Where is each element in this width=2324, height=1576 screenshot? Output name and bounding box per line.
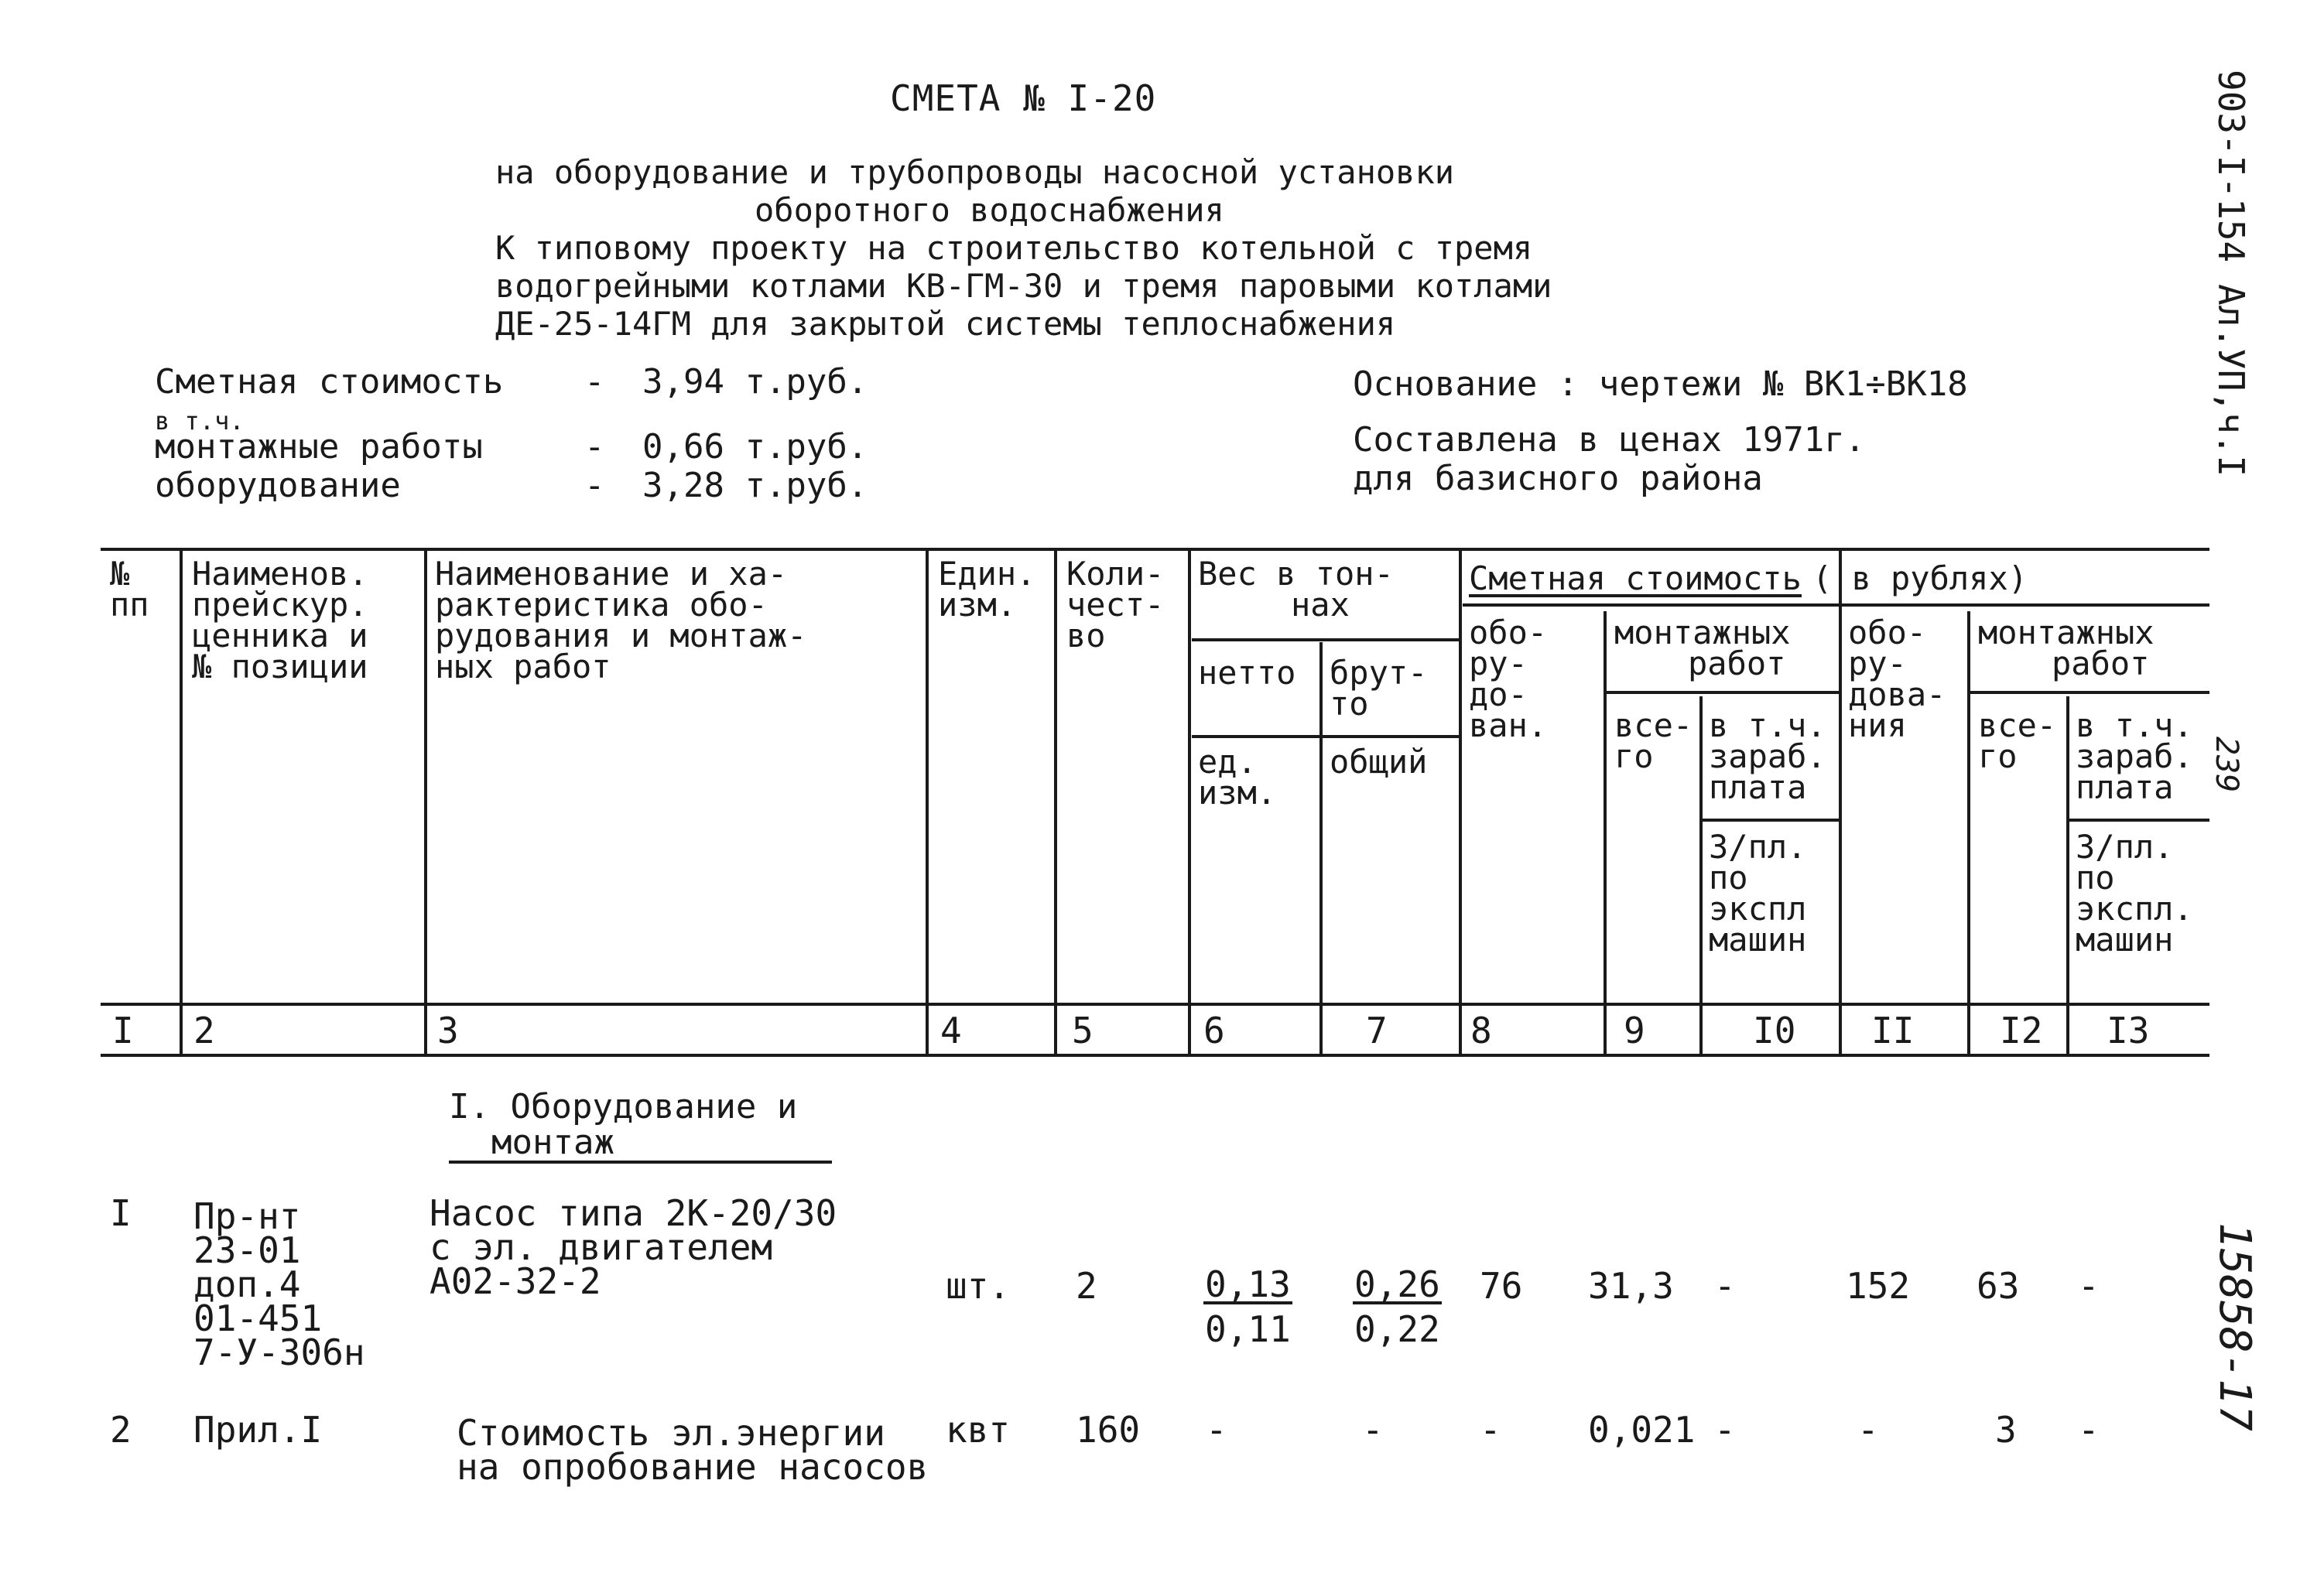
col-divider — [2066, 696, 2069, 1054]
col-divider — [1604, 611, 1607, 1054]
subtitle-line: водогрейными котлами КВ-ГМ-30 и тремя паровыми котлами — [495, 267, 1552, 305]
column-number: I — [112, 1010, 134, 1051]
row-unit: квт — [946, 1409, 1011, 1451]
column-number: 6 — [1203, 1010, 1225, 1051]
header-unit-weight: ед. изм. — [1198, 743, 1277, 812]
row-equip-total: - — [1857, 1409, 1879, 1451]
col-divider — [1188, 551, 1191, 1054]
header-sub-rule — [2069, 819, 2209, 822]
document-title: СМЕТА № I-20 — [890, 77, 1157, 119]
header-incl-wage: в т.ч. зараб. плата — [1709, 706, 1826, 806]
header-sub-rule — [1192, 735, 1459, 738]
header-sub-rule — [1463, 603, 2209, 607]
side-document-code: 903-I-154 Ал.УП,ч.I — [2210, 70, 2252, 477]
subtitle-line: на оборудование и трубопроводы насосной установки — [495, 153, 1455, 191]
row-wage-total: - — [2078, 1265, 2100, 1307]
header-install-unit: монтажных работ — [1614, 614, 1791, 682]
column-number: I0 — [1753, 1010, 1796, 1051]
header-brutto: брут- то — [1330, 654, 1428, 723]
header-weight: Вес в тон- нах — [1198, 555, 1394, 624]
header-col-price-code: Наименов. прейскур. ценника и № позиции — [192, 555, 368, 685]
row-wage-total: - — [2078, 1409, 2100, 1451]
col-divider — [1459, 551, 1462, 1054]
basis-block — [1353, 365, 1968, 498]
row-price-code: Пр-нт 23-01 доп.4 01-451 7-У-306н — [193, 1195, 365, 1373]
document-subtitle — [495, 153, 1552, 343]
col-divider — [1699, 696, 1703, 1054]
column-number: 8 — [1470, 1010, 1492, 1051]
column-number: II — [1871, 1010, 1915, 1051]
col-divider — [1054, 551, 1057, 1054]
column-number: 5 — [1072, 1010, 1094, 1051]
row-brutto: - — [1362, 1409, 1384, 1451]
col-divider — [1319, 642, 1323, 1054]
row-name: Насос типа 2К-20/30 с эл. двигателем А02-32-2 — [430, 1192, 837, 1302]
equipment-cost-label: оборудование — [155, 466, 401, 505]
subtitle-line: ДЕ-25-14ГМ для закрытой системы теплоснабжения — [495, 305, 1396, 343]
header-vsego-total: все- го — [1978, 706, 2057, 775]
header-mach-wage: З/пл. по экспл машин — [1709, 828, 1807, 959]
header-equip-unit: обо- ру- до- ван. — [1469, 614, 1548, 744]
section-title: I. Оборудование и монтаж — [449, 1089, 832, 1164]
header-col-unit: Един. изм. — [938, 555, 1036, 624]
header-col-num: № пп — [110, 555, 149, 624]
header-install-total: монтажных работ — [1978, 614, 2155, 682]
basis-line: Составлена в ценах 1971г. — [1353, 420, 1866, 460]
col-divider — [1839, 551, 1842, 1054]
row-equip-cost: - — [1480, 1409, 1501, 1451]
total-cost-value: 3,94 т.руб. — [642, 362, 868, 402]
header-sub-rule — [1192, 638, 1459, 641]
row-equip-cost: 76 — [1480, 1265, 1523, 1307]
row-install-total: 3 — [1995, 1409, 2017, 1451]
header-incl-wage-total: в т.ч. зараб. плата — [2076, 706, 2193, 806]
header-equip-total: обо- ру- дова- ния — [1848, 614, 1946, 744]
header-bottom-rule — [101, 1003, 2209, 1006]
install-cost-value: 0,66 т.руб. — [642, 427, 868, 467]
column-number: I3 — [2107, 1010, 2150, 1051]
dash: - — [584, 427, 605, 467]
header-netto: нетто — [1198, 654, 1296, 692]
header-col-name: Наименование и ха- рактеристика обо- рудования и монтаж- ных работ — [435, 555, 807, 685]
side-page-number: 239 — [2209, 737, 2244, 793]
dash: - — [584, 362, 605, 402]
basis-line: для базисного района — [1353, 459, 1763, 498]
header-vsego: все- го — [1614, 706, 1693, 775]
col-divider — [180, 551, 183, 1054]
row-install-cost: 0,021 — [1588, 1409, 1696, 1451]
side-registration-number: 15858-17 — [2209, 1222, 2260, 1431]
column-number: 4 — [940, 1010, 962, 1051]
row-qty: 160 — [1076, 1409, 1141, 1451]
basis-line: Основание : чертежи № ВК1÷ВК18 — [1353, 364, 1968, 404]
row-wage: - — [1714, 1409, 1736, 1451]
total-cost-label: Сметная стоимость — [155, 362, 504, 402]
header-total-weight: общий — [1330, 743, 1428, 781]
dash: - — [584, 466, 605, 505]
table-top-rule — [101, 548, 2209, 551]
row-wage: - — [1714, 1265, 1736, 1307]
row-brutto: $\frac{0,26}{0,22}$ — [1354, 1263, 1440, 1350]
column-number: 9 — [1624, 1010, 1645, 1051]
row-number: 2 — [110, 1409, 132, 1451]
colnum-bottom-rule — [101, 1054, 2209, 1057]
col-divider — [424, 551, 427, 1054]
subtitle-line: оборотного водоснабжения — [755, 191, 1224, 229]
header-sub-rule — [1703, 819, 1839, 822]
row-number: I — [110, 1192, 132, 1234]
row-netto: $\frac{0,13}{0,11}$ — [1205, 1263, 1291, 1350]
incl-label: в т.ч. — [155, 406, 245, 436]
row-unit: шт. — [946, 1265, 1011, 1307]
install-cost-label: монтажные работы — [155, 427, 483, 467]
row-netto: - — [1206, 1409, 1227, 1451]
row-name: Стоимость эл.энергии на опробование насосов — [457, 1412, 929, 1488]
row-install-cost: 31,3 — [1588, 1265, 1674, 1307]
column-number: 3 — [437, 1010, 459, 1051]
equipment-cost-value: 3,28 т.руб. — [642, 466, 868, 505]
column-number: 2 — [193, 1010, 215, 1051]
row-equip-total: 152 — [1846, 1265, 1911, 1307]
header-cost-group: Сметная стоимость ( в рублях) — [1469, 559, 2028, 597]
subtitle-line: К типовому проекту на строительство котельной с тремя — [495, 229, 1533, 267]
column-number: 7 — [1366, 1010, 1388, 1051]
col-divider — [926, 551, 929, 1054]
header-sub-rule — [1607, 691, 1839, 694]
row-price-code: Прил.I — [193, 1409, 323, 1451]
col-divider — [1967, 611, 1970, 1054]
header-sub-rule — [1970, 691, 2209, 694]
header-col-qty: Коли- чест- во — [1066, 555, 1165, 655]
row-qty: 2 — [1076, 1265, 1097, 1307]
column-number: I2 — [2000, 1010, 2043, 1051]
header-mach-wage-total: З/пл. по экспл. машин — [2076, 828, 2193, 959]
row-install-total: 63 — [1977, 1265, 2020, 1307]
